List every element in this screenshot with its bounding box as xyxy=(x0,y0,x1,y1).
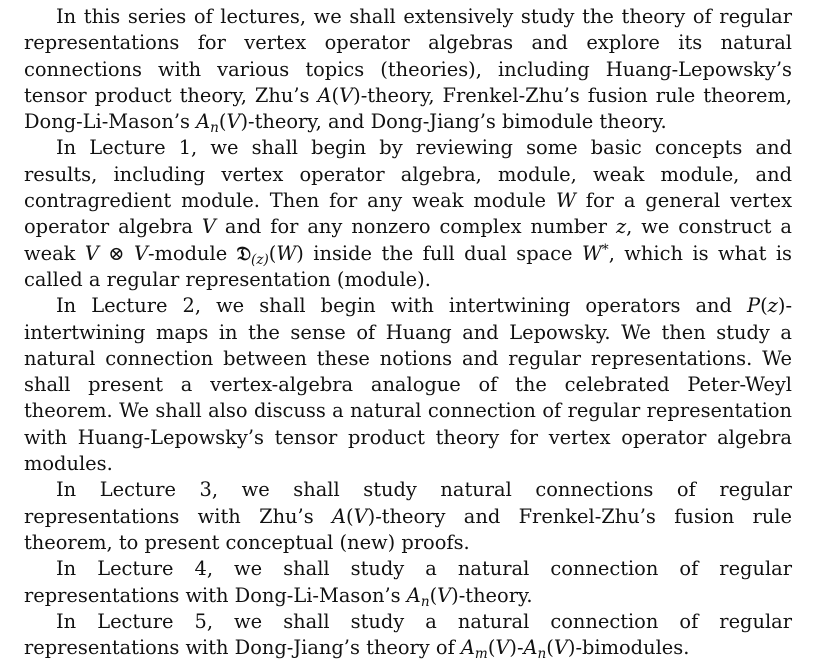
text-run: ( xyxy=(346,504,354,528)
math-symbol: V xyxy=(226,110,241,134)
text-run: for a general vertex operator algebra xyxy=(24,189,793,239)
math-symbol: z xyxy=(767,294,778,318)
text-run: )-theory, Frenkel-Zhu’s fusion rule theorem, Dong-Li-Mason’s xyxy=(24,83,792,134)
math-symbol: $A_m$ xyxy=(460,636,488,662)
text-run: ( xyxy=(546,636,554,660)
text-run: )-theory. xyxy=(451,583,533,607)
math-symbol: $A_n$ xyxy=(196,110,219,137)
text-run: ( xyxy=(429,583,438,607)
text-run: and for any nonzero complex number xyxy=(215,215,616,239)
text-run: In Lecture 3, we shall study natural connections of regular representations with Zhu’s xyxy=(24,478,792,528)
math-symbol: V xyxy=(437,583,452,607)
math-symbol: V xyxy=(353,504,368,528)
text-run: )-theory and Frenkel-Zhu’s fusion rule theorem, to present conceptual (new) proofs. xyxy=(24,504,792,554)
text-run: In this series of lectures, we shall extensively study the theory of regular representations for vertex operator algebras and explore its natural connections with various topics (theories), including Huang-Lepowsky’s tensor product theory, Zhu’s xyxy=(24,5,792,107)
math-symbol: A xyxy=(317,83,332,107)
math-symbol: $A_n$ xyxy=(406,583,430,610)
text-run: In Lecture 5, we shall study a natural connection of regular representations with Dong-Jiang’s theory of xyxy=(24,609,792,660)
math-symbol: $A_n$ xyxy=(523,636,547,662)
paragraph-lecture-2 xyxy=(24,293,792,477)
text-run: )-bimodules. xyxy=(567,636,690,660)
text-run: )-theory, and Dong-Jiang’s bimodule theory. xyxy=(240,110,667,134)
text-run: In Lecture 4, we shall study a natural connection of regular representations with Dong-Li-Mason’s xyxy=(24,557,792,607)
paragraph-lecture-1 xyxy=(24,135,792,293)
text-run: )- xyxy=(509,636,524,660)
text-run: )-intertwining maps in the sense of Huang and Lepowsky. We then study a natural connection between these notions and regular representations. We shall present a vertex-algebra analogue of the celebrated Peter-Weyl theorem. We shall also discuss a natural connection of regular representation with Huang-Lepowsky’s tensor product theory for vertex operator algebra modules. xyxy=(24,294,792,476)
text-run: In Lecture 1, we shall begin by reviewing some basic concepts and results, including vertex operator algebra, module, weak module, and contragredient module. Then for any weak module xyxy=(24,136,792,213)
text-run: ⊗ xyxy=(98,241,134,265)
math-symbol: V xyxy=(339,83,354,107)
math-symbol: W xyxy=(555,189,576,213)
math-symbol: W* xyxy=(581,241,609,265)
paragraph-lecture-4 xyxy=(24,556,792,609)
math-symbol: V xyxy=(201,215,216,239)
text-run: In Lecture 2, we shall begin with intertwining operators and xyxy=(56,294,748,318)
math-symbol: V xyxy=(495,636,510,660)
text-run: ) inside the full dual space xyxy=(296,241,582,265)
math-symbol: 𝔇$_{(z)}$ xyxy=(236,241,269,268)
text-run: , we construct a weak xyxy=(24,215,792,265)
text-run: ( xyxy=(331,83,340,107)
paragraph-lecture-3 xyxy=(24,477,792,556)
paragraph-intro xyxy=(24,4,792,135)
math-symbol: V xyxy=(553,636,568,660)
math-symbol: P xyxy=(747,294,761,318)
math-symbol: W xyxy=(276,241,297,265)
text-run: ( xyxy=(268,241,277,265)
math-symbol: z xyxy=(615,215,627,239)
document-body xyxy=(24,4,792,661)
math-symbol: A xyxy=(332,504,347,528)
text-run: -module xyxy=(147,241,237,265)
text-run: ( xyxy=(760,294,768,318)
text-run: , which is what is called a regular representation (module). xyxy=(24,241,792,291)
text-run: ( xyxy=(218,110,227,134)
math-symbol: V xyxy=(84,241,99,265)
math-symbol: V xyxy=(133,241,148,265)
text-run: ( xyxy=(487,636,496,660)
